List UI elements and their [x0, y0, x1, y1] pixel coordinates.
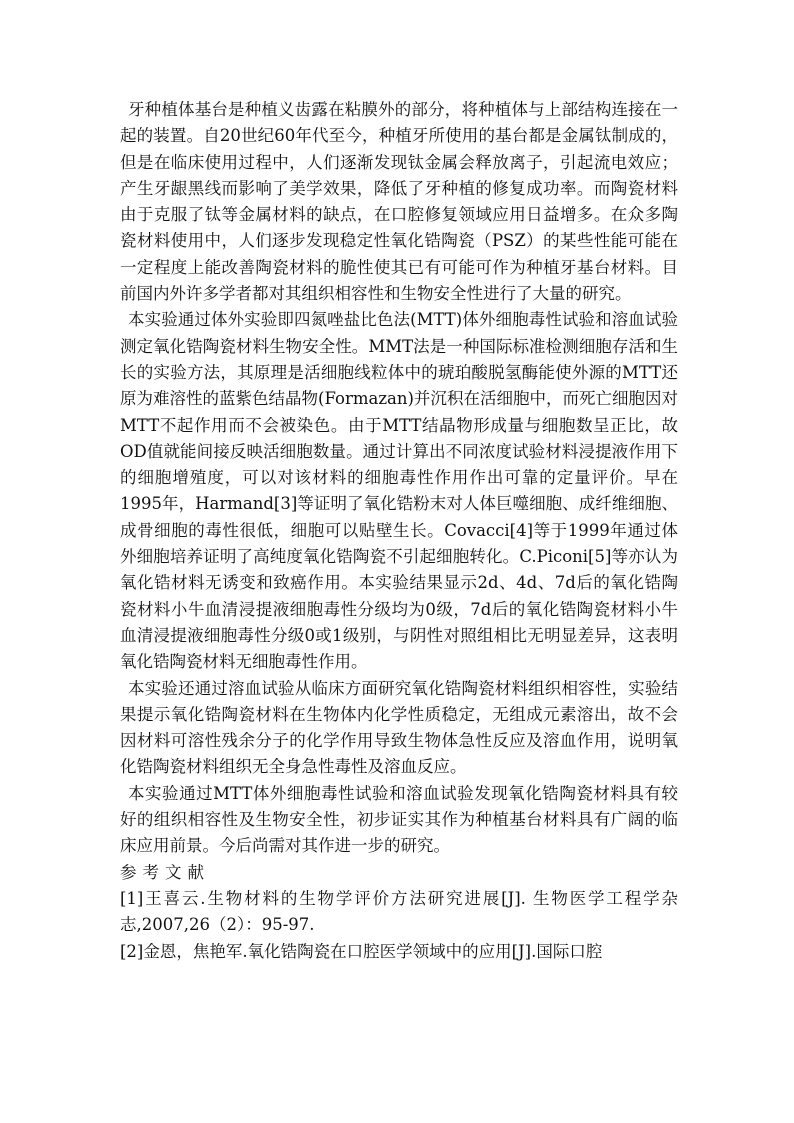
paragraph-intro: 牙种植体基台是种植义齿露在粘膜外的部分，将种植体与上部结构连接在一起的装置。自20世纪60年代至今，种植牙所使用的基台都是金属钛制成的，但是在临床使用过程中，人们逐渐发现钛金属会释放离子，引起流电效应；产生牙龈黑线而影响了美学效果，降低了牙种植的修复成功率。而陶瓷材料由于克服了钛等金属材料的缺点，在口腔修复领域应用日益增多。在众多陶瓷材料使用中，人们逐步发现稳定性氧化锆陶瓷（PSZ）的某些性能可能在一定程度上能改善陶瓷材料的脆性使其已有可能可作为种植牙基台材料。目前国内外许多学者都对其组织相容性和生物安全性进行了大量的研究。	[120, 100, 678, 304]
document-page	[120, 97, 678, 965]
reference-item-1: [1]王喜云.生物材料的生物学评价方法研究进展[J]. 生物医学工程学杂志,2007,26（2）：95-97.	[120, 888, 678, 935]
paragraph-hemolysis: 本实验还通过溶血试验从临床方面研究氧化锆陶瓷材料组织相容性，实验结果提示氧化锆陶瓷材料在生物体内化学性质稳定，无组成元素溶出，故不会因材料可溶性残余分子的化学作用导致生物体急性反应及溶血作用，说明氧化锆陶瓷材料组织无全身急性毒性及溶血反应。	[120, 678, 678, 777]
paragraph-conclusion: 本实验通过MTT体外细胞毒性试验和溶血试验发现氧化锆陶瓷材料具有较好的组织相容性及生物安全性，初步证实其作为种植基台材料具有广阔的临床应用前景。今后尚需对其作进一步的研究。	[120, 783, 678, 856]
references-heading: 参考文献	[120, 862, 210, 882]
paragraph-mtt-method: 本实验通过体外实验即四氮唑盐比色法(MTT)体外细胞毒性试验和溶血试验测定氧化锆陶瓷材料生物安全性。MMT法是一种国际标准检测细胞存活和生长的实验方法，其原理是活细胞线粒体中的琥珀酸脱氢酶能使外源的MTT还原为难溶性的蓝紫色结晶物(Formazan)并沉积在活细胞中，而死亡细胞因对MTT不起作用而不会被染色。由于MTT结晶物形成量与细胞数呈正比，故OD值就能间接反映活细胞数量。通过计算出不同浓度试验材料浸提液作用下的细胞增殖度，可以对该材料的细胞毒性作用作出可靠的定量评价。早在1995年，Harmand[3]等证明了氧化锆粉末对人体巨噬细胞、成纤维细胞、成骨细胞的毒性很低，细胞可以贴壁生长。Covacci[4]等于1999年通过体外细胞培养证明了高纯度氧化锆陶瓷不引起细胞转化。C.Piconi[5]等亦认为氧化锆材料无诱变和致癌作用。本实验结果显示2d、4d、7d后的氧化锆陶瓷材料小牛血清浸提液细胞毒性分级均为0级，7d后的氧化锆陶瓷材料小牛血清浸提液细胞毒性分级0或1级别，与阴性对照组相比无明显差异，这表明氧化锆陶瓷材料无细胞毒性作用。	[120, 310, 678, 672]
reference-item-2: [2]金恩，焦艳军.氧化锆陶瓷在口腔医学领域中的应用[J].国际口腔	[120, 941, 603, 961]
